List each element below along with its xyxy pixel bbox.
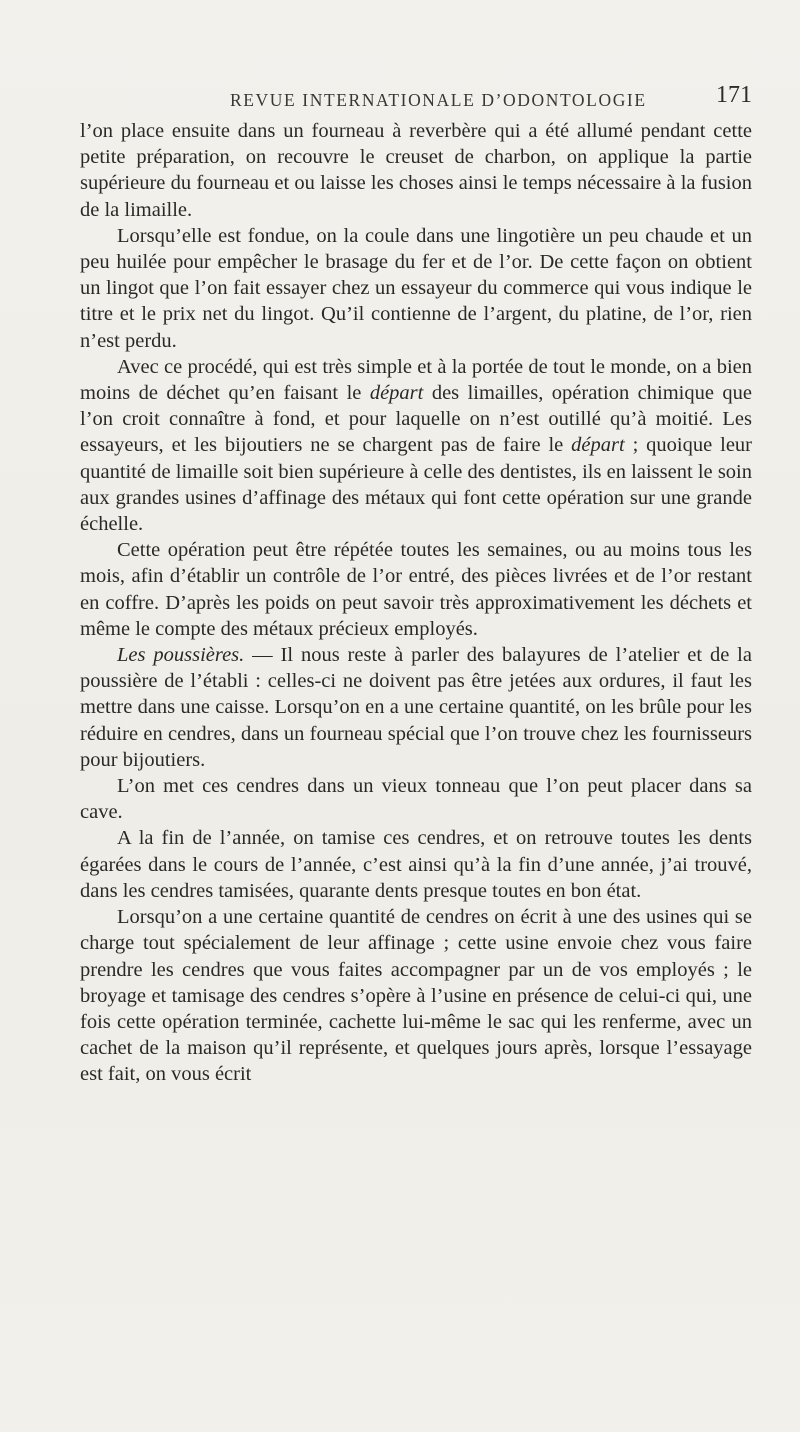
paragraph-3-part-c: ; quoique leur quantité de limaille soit bien supérieure à celle des dentistes, ils en laissent le soin aux grandes usines d’affinage des métaux qui font cette opération sur une grande échelle. bbox=[80, 434, 752, 536]
paragraph-2: Lorsqu’elle est fondue, on la coule dans une lingotière un peu chaude et un peu huilée pour empêcher le brasage du fer et de l’or. De cette façon on obtient un lingot que l’on fait essayer chez un essayeur du commerce qui vous indique le titre et le prix net du lingot. Qu’il contienne de l’argent, du platine, de l’or, rien n’est perdu. bbox=[80, 224, 752, 352]
section-heading-poussieres: Les poussières. bbox=[117, 644, 245, 667]
paragraph-1: l’on place ensuite dans un fourneau à reverbère qui a été allumé pendant cette petite préparation, on recouvre le creuset de charbon, on applique la partie supérieure du fourneau et ou laisse les choses ainsi le temps nécessaire à la fusion de la limaille. bbox=[80, 120, 752, 221]
running-title: REVUE INTERNATIONALE D’ODONTOLOGIE bbox=[230, 90, 647, 110]
italic-term-depart-2: départ bbox=[571, 434, 625, 457]
body-text bbox=[80, 118, 752, 1088]
page-header bbox=[80, 82, 752, 114]
paragraph-3 bbox=[80, 354, 752, 537]
page-number: 171 bbox=[716, 82, 752, 108]
paragraph-6: L’on met ces cendres dans un vieux tonneau que l’on peut placer dans sa cave. bbox=[80, 775, 752, 824]
paragraph-7: A la fin de l’année, on tamise ces cendres, et on retrouve toutes les dents égarées dans le cours de l’année, c’est ainsi qu’à la fin d’une année, j’ai trouvé, dans les cendres tamisées, quarante dents presque toutes en bon état. bbox=[80, 827, 752, 902]
paragraph-3-part-a: Avec ce procédé, qui est très simple et à la portée de tout le monde, on a bien moins de déchet qu’en faisant le bbox=[80, 355, 752, 405]
paragraph-8: Lorsqu’on a une certaine quantité de cendres on écrit à une des usines qui se charge tout spécialement de leur affinage ; cette usine envoie chez vous faire prendre les cendres que vous faites accompagner par un de vos employés ; le broyage et tamisage des cendres s’opère à l’usine en présence de celui-ci qui, une fois cette opération terminée, cachette lui-même le sac qui les renferme, avec un cachet de la maison qu’il représente, et quelques jours après, lorsque l’essayage est fait, on vous écrit bbox=[80, 906, 752, 1086]
italic-term-depart: départ bbox=[369, 382, 424, 405]
paragraph-3-part-b: des limailles, opération chimique que l’on croit connaître à fond, et pour laquelle on n’est outillé qu’à moitié. Les essayeurs, et les bijoutiers ne se chargent pas de faire le bbox=[80, 382, 752, 457]
paragraph-5-text: — Il nous reste à parler des balayures de l’atelier et de la poussière de l’établi : celles-ci ne doivent pas être jetées aux ordures, il faut les mettre dans une caisse. Lorsqu’on en a une certaine quantité, on les brûle pour les réduire en cendres, dans un fourneau spécial que l’on trouve chez les fournisseurs pour bijoutiers. bbox=[80, 644, 752, 771]
paragraph-4: Cette opération peut être répétée toutes les semaines, ou au moins tous les mois, afin d’établir un contrôle de l’or entré, des pièces livrées et de l’or restant en coffre. D’après les poids on peut savoir très approximativement les déchets et même le compte des métaux précieux employés. bbox=[80, 539, 752, 640]
paragraph-5 bbox=[80, 642, 752, 773]
